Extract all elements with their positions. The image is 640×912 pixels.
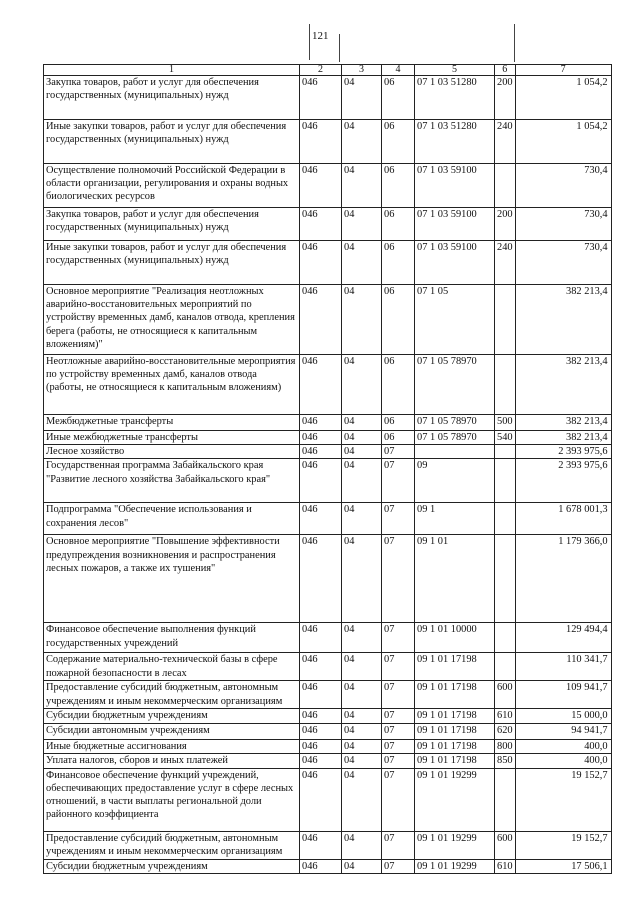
scan-mark [309,24,310,60]
expense-type-cell [495,459,516,503]
target-article-cell: 09 1 01 17198 [415,723,495,739]
row-name-cell: Финансовое обеспечение выполнения функций государственных учреждений [44,623,300,653]
target-article-cell: 07 1 05 78970 [415,415,495,431]
table-row [44,859,612,873]
amount-cell: 382 213,4 [515,355,611,415]
ministry-code-cell: 046 [300,831,342,859]
subsection-cell: 07 [382,831,415,859]
section-cell: 04 [342,431,382,445]
ministry-code-cell: 046 [300,723,342,739]
row-name-cell: Содержание материально-технической базы в сфере пожарной безопасности в лесах [44,653,300,681]
row-name-cell: Предоставление субсидий бюджетным, автономным учреждениям и иным некоммерческим организациям [44,831,300,859]
ministry-code-cell: 046 [300,653,342,681]
table-row [44,241,612,285]
amount-cell: 1 678 001,3 [515,503,611,535]
expense-type-cell: 850 [495,753,516,768]
table-row [44,208,612,241]
ministry-code-cell: 046 [300,859,342,873]
target-article-cell: 07 1 03 59100 [415,241,495,285]
amount-cell: 400,0 [515,753,611,768]
expense-type-cell: 800 [495,739,516,753]
amount-cell: 2 393 975,6 [515,459,611,503]
table-row [44,355,612,415]
ministry-code-cell: 046 [300,445,342,459]
expense-type-cell [495,623,516,653]
section-cell: 04 [342,415,382,431]
table-row [44,831,612,859]
subsection-cell: 07 [382,681,415,709]
target-article-cell: 07 1 05 78970 [415,355,495,415]
target-article-cell: 09 1 01 17198 [415,653,495,681]
table-row [44,681,612,709]
expense-type-cell [495,164,516,208]
target-article-cell: 09 1 01 19299 [415,859,495,873]
table-row [44,431,612,445]
expense-type-cell [495,535,516,623]
expense-type-cell: 610 [495,709,516,723]
subsection-cell: 07 [382,535,415,623]
expense-type-cell [495,445,516,459]
subsection-cell: 06 [382,285,415,355]
subsection-cell: 06 [382,431,415,445]
table-row [44,535,612,623]
table-row [44,503,612,535]
section-cell: 04 [342,164,382,208]
expense-type-cell [495,768,516,831]
expense-type-cell [495,285,516,355]
target-article-cell: 09 1 01 17198 [415,681,495,709]
amount-cell: 19 152,7 [515,831,611,859]
table-row [44,768,612,831]
row-name-cell: Лесное хозяйство [44,445,300,459]
ministry-code-cell: 046 [300,285,342,355]
amount-cell: 730,4 [515,208,611,241]
column-header: 5 [415,65,495,76]
row-name-cell: Иные межбюджетные трансферты [44,431,300,445]
subsection-cell: 07 [382,753,415,768]
target-article-cell: 07 1 03 59100 [415,164,495,208]
section-cell: 04 [342,120,382,164]
amount-cell: 1 054,2 [515,120,611,164]
table-row [44,739,612,753]
header-row [44,65,612,76]
target-article-cell: 07 1 03 51280 [415,76,495,120]
row-name-cell: Межбюджетные трансферты [44,415,300,431]
section-cell: 04 [342,503,382,535]
ministry-code-cell: 046 [300,241,342,285]
section-cell: 04 [342,723,382,739]
table-body [44,65,612,874]
section-cell: 04 [342,653,382,681]
row-name-cell: Финансовое обеспечение функций учреждений, обеспечивающих предоставление услуг в сфере лесных отношений, в части выплаты региональной доли районного коэффициента [44,768,300,831]
ministry-code-cell: 046 [300,503,342,535]
table-row [44,723,612,739]
expense-type-cell: 540 [495,431,516,445]
expense-type-cell [495,653,516,681]
row-name-cell: Субсидии автономным учреждениям [44,723,300,739]
section-cell: 04 [342,739,382,753]
ministry-code-cell: 046 [300,76,342,120]
scan-mark [339,34,340,62]
expense-type-cell [495,355,516,415]
expense-type-cell [495,503,516,535]
column-header: 2 [300,65,342,76]
target-article-cell: 09 [415,459,495,503]
expense-type-cell: 200 [495,208,516,241]
ministry-code-cell: 046 [300,355,342,415]
section-cell: 04 [342,859,382,873]
subsection-cell: 06 [382,76,415,120]
section-cell: 04 [342,459,382,503]
subsection-cell: 07 [382,459,415,503]
row-name-cell: Уплата налогов, сборов и иных платежей [44,753,300,768]
subsection-cell: 07 [382,739,415,753]
ministry-code-cell: 046 [300,681,342,709]
amount-cell: 1 179 366,0 [515,535,611,623]
table-row [44,164,612,208]
amount-cell: 400,0 [515,739,611,753]
table-row [44,459,612,503]
subsection-cell: 07 [382,859,415,873]
section-cell: 04 [342,753,382,768]
column-header: 3 [342,65,382,76]
section-cell: 04 [342,535,382,623]
section-cell: 04 [342,831,382,859]
subsection-cell: 06 [382,355,415,415]
row-name-cell: Неотложные аварийно-восстановительные мероприятия по устройству временных дамб, каналов отвода (работы, не относящиеся к капитальным вложениям) [44,355,300,415]
amount-cell: 382 213,4 [515,285,611,355]
subsection-cell: 06 [382,208,415,241]
amount-cell: 15 000,0 [515,709,611,723]
amount-cell: 110 341,7 [515,653,611,681]
table-row [44,445,612,459]
subsection-cell: 07 [382,709,415,723]
table-row [44,76,612,120]
amount-cell: 382 213,4 [515,415,611,431]
amount-cell: 19 152,7 [515,768,611,831]
section-cell: 04 [342,285,382,355]
expense-type-cell: 200 [495,76,516,120]
budget-table [43,64,612,874]
ministry-code-cell: 046 [300,739,342,753]
table-row [44,415,612,431]
target-article-cell: 07 1 03 59100 [415,208,495,241]
section-cell: 04 [342,768,382,831]
amount-cell: 382 213,4 [515,431,611,445]
row-name-cell: Субсидии бюджетным учреждениям [44,709,300,723]
table-row [44,285,612,355]
target-article-cell: 07 1 05 78970 [415,431,495,445]
amount-cell: 94 941,7 [515,723,611,739]
amount-cell: 17 506,1 [515,859,611,873]
ministry-code-cell: 046 [300,753,342,768]
target-article-cell [415,445,495,459]
row-name-cell: Основное мероприятие "Реализация неотложных аварийно-восстановительных мероприятий по устройству временных дамб, каналов отвода, крепления берега (работы, не относящиеся к капитальным вложениям)" [44,285,300,355]
scan-mark [514,24,515,62]
row-name-cell: Иные закупки товаров, работ и услуг для обеспечения государственных (муниципальных) нужд [44,241,300,285]
subsection-cell: 07 [382,445,415,459]
ministry-code-cell: 046 [300,164,342,208]
ministry-code-cell: 046 [300,459,342,503]
section-cell: 04 [342,681,382,709]
ministry-code-cell: 046 [300,768,342,831]
target-article-cell: 09 1 01 17198 [415,739,495,753]
target-article-cell: 09 1 01 [415,535,495,623]
expense-type-cell: 600 [495,831,516,859]
ministry-code-cell: 046 [300,535,342,623]
subsection-cell: 06 [382,120,415,164]
row-name-cell: Закупка товаров, работ и услуг для обеспечения государственных (муниципальных) нужд [44,208,300,241]
amount-cell: 129 494,4 [515,623,611,653]
subsection-cell: 07 [382,653,415,681]
target-article-cell: 09 1 [415,503,495,535]
subsection-cell: 06 [382,415,415,431]
section-cell: 04 [342,709,382,723]
ministry-code-cell: 046 [300,623,342,653]
table-row [44,709,612,723]
row-name-cell: Государственная программа Забайкальского края "Развитие лесного хозяйства Забайкальского края" [44,459,300,503]
target-article-cell: 09 1 01 17198 [415,709,495,723]
ministry-code-cell: 046 [300,709,342,723]
ministry-code-cell: 046 [300,208,342,241]
ministry-code-cell: 046 [300,120,342,164]
amount-cell: 2 393 975,6 [515,445,611,459]
row-name-cell: Иные закупки товаров, работ и услуг для обеспечения государственных (муниципальных) нужд [44,120,300,164]
ministry-code-cell: 046 [300,431,342,445]
section-cell: 04 [342,355,382,415]
row-name-cell: Основное мероприятие "Повышение эффективности предупреждения возникновения и распространения лесных пожаров, а также их тушения" [44,535,300,623]
row-name-cell: Осуществление полномочий Российской Федерации в области организации, регулирования и охраны водных биологических ресурсов [44,164,300,208]
subsection-cell: 07 [382,623,415,653]
subsection-cell: 07 [382,768,415,831]
section-cell: 04 [342,445,382,459]
subsection-cell: 06 [382,164,415,208]
amount-cell: 1 054,2 [515,76,611,120]
expense-type-cell: 240 [495,120,516,164]
section-cell: 04 [342,241,382,285]
amount-cell: 109 941,7 [515,681,611,709]
subsection-cell: 07 [382,723,415,739]
section-cell: 04 [342,208,382,241]
expense-type-cell: 500 [495,415,516,431]
page-number: 121 [312,30,329,42]
ministry-code-cell: 046 [300,415,342,431]
target-article-cell: 07 1 03 51280 [415,120,495,164]
target-article-cell: 09 1 01 17198 [415,753,495,768]
column-header: 6 [495,65,516,76]
expense-type-cell: 620 [495,723,516,739]
column-header: 1 [44,65,300,76]
row-name-cell: Субсидии бюджетным учреждениям [44,859,300,873]
row-name-cell: Подпрограмма "Обеспечение использования и сохранения лесов" [44,503,300,535]
table-row [44,653,612,681]
section-cell: 04 [342,76,382,120]
expense-type-cell: 600 [495,681,516,709]
row-name-cell: Закупка товаров, работ и услуг для обеспечения государственных (муниципальных) нужд [44,76,300,120]
table-row [44,623,612,653]
target-article-cell: 09 1 01 19299 [415,768,495,831]
target-article-cell: 09 1 01 10000 [415,623,495,653]
target-article-cell: 09 1 01 19299 [415,831,495,859]
row-name-cell: Предоставление субсидий бюджетным, автономным учреждениям и иным некоммерческим организациям [44,681,300,709]
amount-cell: 730,4 [515,241,611,285]
subsection-cell: 07 [382,503,415,535]
section-cell: 04 [342,623,382,653]
row-name-cell: Иные бюджетные ассигнования [44,739,300,753]
expense-type-cell: 240 [495,241,516,285]
table-row [44,120,612,164]
amount-cell: 730,4 [515,164,611,208]
target-article-cell: 07 1 05 [415,285,495,355]
column-header: 7 [515,65,611,76]
table-row [44,753,612,768]
column-header: 4 [382,65,415,76]
expense-type-cell: 610 [495,859,516,873]
subsection-cell: 06 [382,241,415,285]
